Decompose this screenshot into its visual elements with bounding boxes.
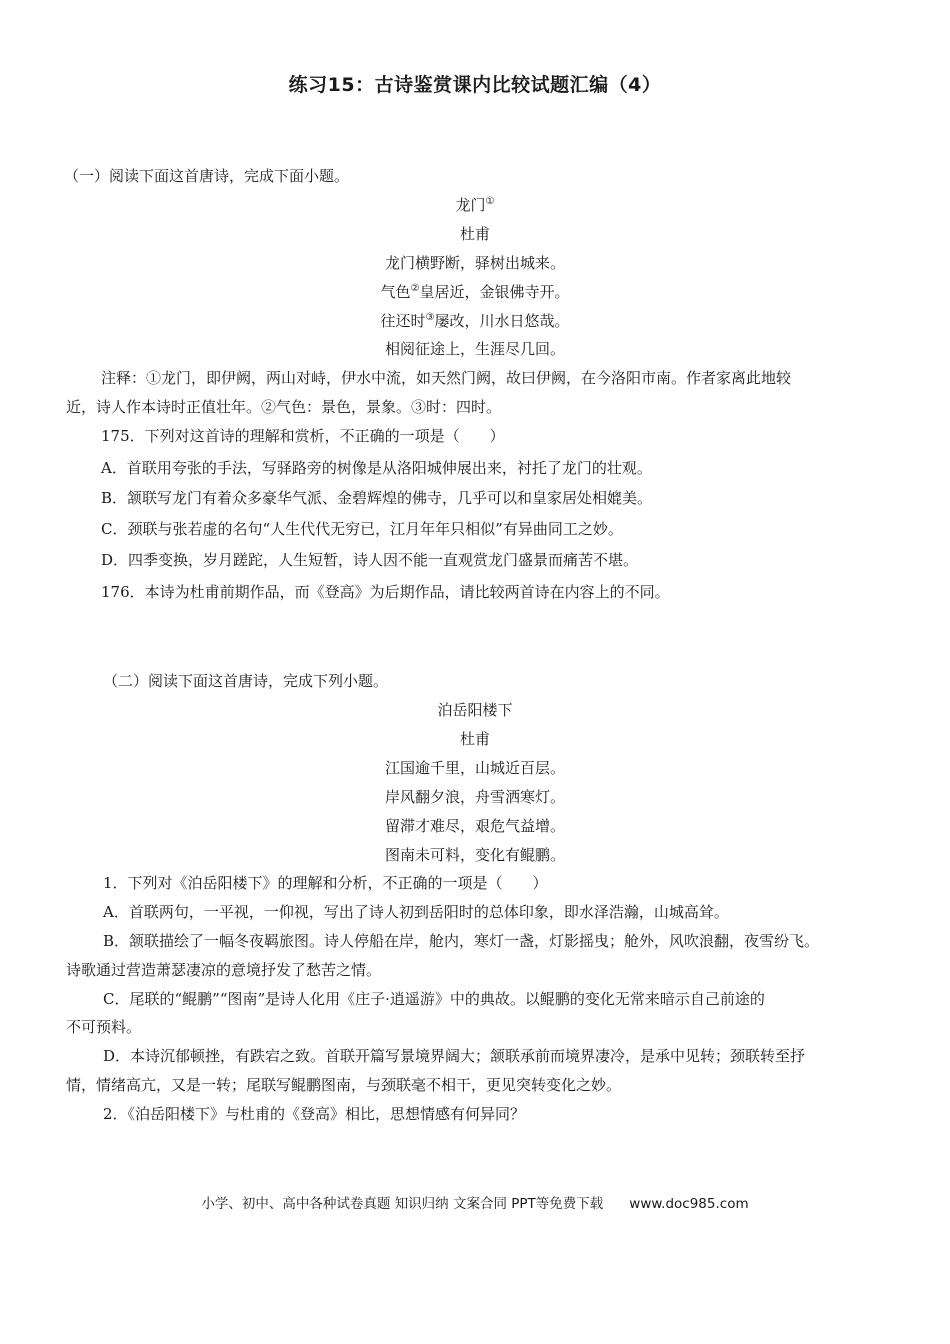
q175-option-d: D．四季变换，岁月蹉跎，人生短暂，诗人因不能一直观赏龙门盛景而痛苦不堪。 <box>101 551 639 569</box>
poem1-note-line-1: 注释：①龙门，即伊阙，两山对峙，伊水中流，如天然门阙，故曰伊阙，在今洛阳市南。作者家离此地较 <box>101 369 792 387</box>
poem2-line-3: 留滞才难尽，艰危气益增。 <box>384 817 565 835</box>
page-title: 练习15：古诗鉴赏课内比较试题汇编（4） <box>288 74 662 96</box>
q1-option-d-line-2: 情，情绪高亢，又是一转；尾联写鲲鹏图南，与颈联毫不相干，更见突转变化之妙。 <box>66 1076 622 1094</box>
poem1-note-line-2: 近，诗人作本诗时正值壮年。②气色：景色，景象。③时：四时。 <box>66 398 502 416</box>
page-footer <box>0 1192 950 1212</box>
question-176: 176．本诗为杜甫前期作品，而《登高》为后期作品，请比较两首诗在内容上的不同。 <box>101 583 670 601</box>
poem1-line-2-b: 皇居近，金银佛寺开。 <box>419 283 570 301</box>
poem1-author: 杜甫 <box>459 225 490 243</box>
poem2-line-1: 江国逾千里，山城近百层。 <box>384 759 565 777</box>
poem1-line-2-a: 气色 <box>380 283 411 301</box>
q1-option-a: A．首联两句，一平视，一仰视，写出了诗人初到岳阳时的总体印象，即水泽浩瀚，山城高耸。 <box>103 903 729 921</box>
footer-text: 小学、初中、高中各种试卷真题 知识归纳 文案合同 PPT等免费下载 <box>201 1196 604 1212</box>
poem1-title-footnote: ① <box>485 196 495 207</box>
poem2-line-2: 岸风翻夕浪，舟雪洒寒灯。 <box>384 788 565 806</box>
q1-option-d-line-1: D．本诗沉郁顿挫，有跌宕之致。首联开篇写景境界阔大；颔联承前而境界凄冷，是承中见转；颈联转至抒 <box>103 1047 806 1065</box>
question-175: 175．下列对这首诗的理解和赏析，不正确的一项是（ ） <box>101 427 505 445</box>
poem1-line-1: 龙门横野断，驿树出城来。 <box>384 254 565 272</box>
poem1-title-text: 龙门 <box>455 196 486 214</box>
q175-option-a: A．首联用夸张的手法，写驿路旁的树像是从洛阳城伸展出来，衬托了龙门的壮观。 <box>101 459 652 477</box>
question-2: 2．《泊岳阳楼下》与杜甫的《登高》相比，思想情感有何异同？ <box>103 1105 526 1123</box>
poem1-line-3-footnote: ③ <box>425 312 435 323</box>
poem1-line-2 <box>0 282 950 302</box>
section2-intro: （二）阅读下面这首唐诗，完成下列小题。 <box>103 672 389 690</box>
poem1-line-3-b: 屡改，川水日悠哉。 <box>434 312 570 330</box>
q1-option-b-line-2: 诗歌通过营造萧瑟凄凉的意境抒发了愁苦之情。 <box>66 961 382 979</box>
poem1-line-3-a: 往还时 <box>380 312 426 330</box>
section1-intro: （一）阅读下面这首唐诗，完成下面小题。 <box>64 167 350 185</box>
q1-option-c-line-2: 不可预料。 <box>66 1018 142 1036</box>
poem2-author: 杜甫 <box>459 730 490 748</box>
footer-url[interactable]: www.doc985.com <box>629 1196 749 1212</box>
q1-option-b-line-1: B．颔联描绘了一幅冬夜羁旅图。诗人停船在岸，舱内，寒灯一盏，灯影摇曳；舱外，风吹浪翻，夜雪纷飞。 <box>103 932 820 950</box>
poem1-line-2-footnote: ② <box>410 283 420 294</box>
q1-option-c-line-1: C．尾联的“鲲鹏”“图南”是诗人化用《庄子·逍遥游》中的典故。以鲲鹏的变化无常来暗示自己前途的 <box>103 990 765 1008</box>
q175-option-c: C．颈联与张若虚的名句“人生代代无穷已，江月年年只相似”有异曲同工之妙。 <box>101 520 623 538</box>
poem1-line-3 <box>0 311 950 331</box>
q175-option-b: B．颔联写龙门有着众多豪华气派、金碧辉煌的佛寺，几乎可以和皇家居处相媲美。 <box>101 489 653 507</box>
question-1: 1．下列对《泊岳阳楼下》的理解和分析，不正确的一项是（ ） <box>103 874 548 892</box>
poem1-line-4: 相阅征途上，生涯尽几回。 <box>384 340 565 358</box>
poem1-title <box>0 195 950 215</box>
poem2-title: 泊岳阳楼下 <box>437 701 513 719</box>
poem2-line-4: 图南未可料，变化有鲲鹏。 <box>384 846 565 864</box>
